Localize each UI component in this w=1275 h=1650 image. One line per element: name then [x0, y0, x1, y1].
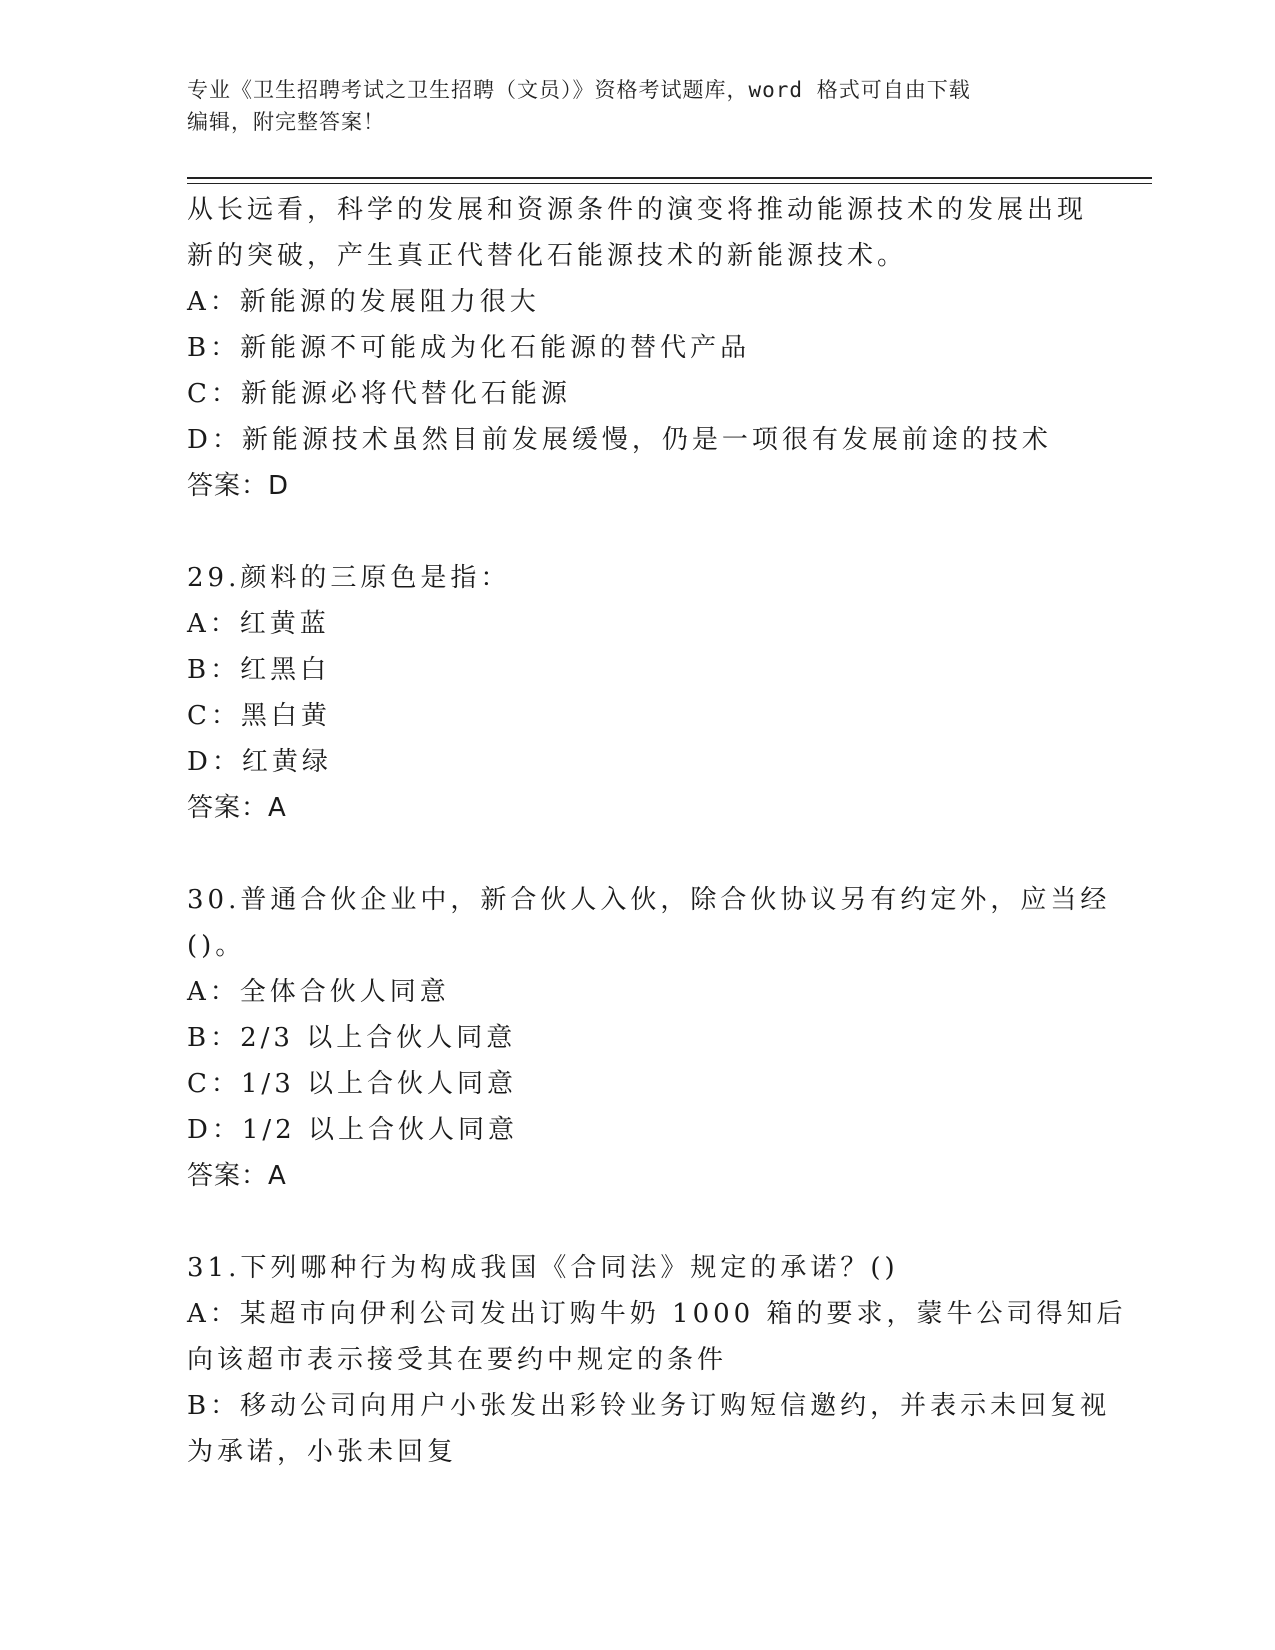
- option-c: C：新能源必将代替化石能源: [187, 379, 571, 409]
- answer: 答案：A: [187, 1161, 287, 1191]
- header-rule-thin: [187, 183, 1152, 184]
- question-31: [187, 1245, 1127, 1475]
- question-stem: 30.普通合伙企业中，新合伙人入伙，除合伙协议另有约定外，应当经: [187, 885, 1111, 915]
- option-d: D：新能源技术虽然目前发展缓慢，仍是一项很有发展前途的技术: [187, 425, 1052, 455]
- header-rule-thick: [187, 177, 1152, 179]
- option-a-continued: 向该超市表示接受其在要约中规定的条件: [187, 1345, 728, 1375]
- option-a: A：新能源的发展阻力很大: [187, 287, 540, 317]
- option-a: A：某超市向伊利公司发出订购牛奶 1000 箱的要求，蒙牛公司得知后: [187, 1299, 1127, 1329]
- header-line-2: 编辑，附完整答案！: [187, 110, 385, 134]
- question-stem: ()。: [187, 931, 246, 961]
- option-a: A：全体合伙人同意: [187, 977, 450, 1007]
- question-list: [187, 187, 1127, 1475]
- option-c: C：黑白黄: [187, 701, 331, 731]
- answer: 答案：D: [187, 471, 290, 501]
- document-header: [187, 74, 1067, 138]
- question-stem: 31.下列哪种行为构成我国《合同法》规定的承诺？(): [187, 1253, 899, 1283]
- option-d: D：1/2 以上合伙人同意: [187, 1115, 518, 1145]
- question-28: [187, 187, 1087, 509]
- answer: 答案：A: [187, 793, 287, 823]
- option-b: B：2/3 以上合伙人同意: [187, 1023, 517, 1053]
- option-b: B：移动公司向用户小张发出彩铃业务订购短信邀约，并表示未回复视: [187, 1391, 1111, 1421]
- question-stem: 从长远看，科学的发展和资源条件的演变将推动能源技术的发展出现: [187, 195, 1088, 225]
- option-b-continued: 为承诺，小张未回复: [187, 1437, 458, 1467]
- question-stem: 新的突破，产生真正代替化石能源技术的新能源技术。: [187, 241, 908, 271]
- option-c: C：1/3 以上合伙人同意: [187, 1069, 518, 1099]
- option-a: A：红黄蓝: [187, 609, 330, 639]
- option-d: D：红黄绿: [187, 747, 332, 777]
- header-line-1: 专业《卫生招聘考试之卫生招聘（文员）》资格考试题库，word 格式可自由下载: [187, 78, 971, 102]
- option-b: B：红黑白: [187, 655, 331, 685]
- option-b: B：新能源不可能成为化石能源的替代产品: [187, 333, 751, 363]
- question-stem: 29.颜料的三原色是指：: [187, 563, 511, 593]
- question-29: [187, 555, 1087, 831]
- question-30: [187, 877, 1111, 1199]
